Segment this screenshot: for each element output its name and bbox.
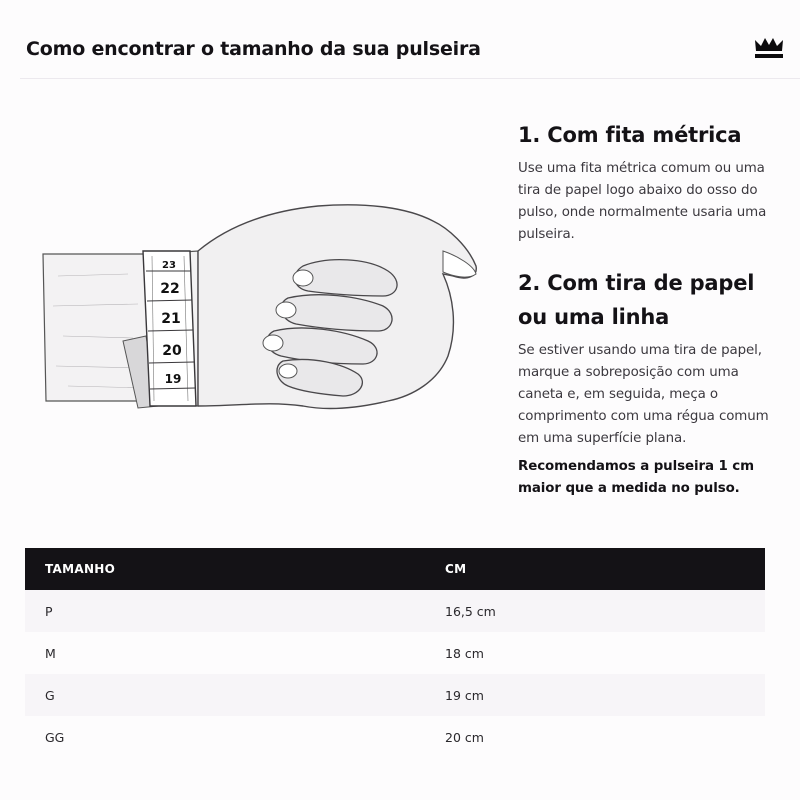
- cm-cell: 20 cm: [445, 729, 484, 745]
- cm-cell: 19 cm: [445, 687, 484, 703]
- tape-number: 21: [161, 311, 181, 327]
- instructions-panel: [518, 118, 780, 500]
- tape-number: 19: [164, 372, 182, 386]
- tape-number: 23: [162, 260, 176, 271]
- size-cell: GG: [45, 729, 65, 745]
- crown-icon[interactable]: [754, 36, 784, 60]
- tape-number: 20: [162, 343, 182, 359]
- cm-cell: 16,5 cm: [445, 603, 496, 619]
- step2-title: 2. Com tira de papel ou uma linha: [518, 271, 755, 329]
- tape-number: 22: [160, 281, 180, 297]
- wrist-measurement-illustration: [38, 196, 488, 436]
- table-row: [25, 632, 765, 674]
- size-cell: P: [45, 603, 53, 619]
- size-table: [25, 548, 765, 758]
- size-cell: G: [45, 687, 55, 703]
- table-row: [25, 590, 765, 632]
- step1-text: Use uma fita métrica comum ou uma tira de papel logo abaixo do osso do pulso, onde normalmente usaria uma pulseira.: [518, 161, 767, 242]
- header-divider: [20, 78, 800, 79]
- column-header-size: TAMANHO: [45, 562, 116, 576]
- size-cell: M: [45, 645, 56, 661]
- table-row: [25, 716, 765, 758]
- cm-cell: 18 cm: [445, 645, 484, 661]
- table-row: [25, 674, 765, 716]
- step1-title: 1. Com fita métrica: [518, 123, 742, 147]
- recommendation-text: Recomendamos a pulseira 1 cm maior que a medida no pulso.: [518, 459, 754, 496]
- step2-text: Se estiver usando uma tira de papel, marque a sobreposição com uma caneta e, em seguida, meça o comprimento com uma régua comum em uma superfície plana.: [518, 343, 769, 446]
- table-header-row: [25, 548, 765, 590]
- header: [0, 0, 800, 80]
- column-header-cm: CM: [445, 562, 467, 576]
- page-title: Como encontrar o tamanho da sua pulseira: [26, 38, 481, 60]
